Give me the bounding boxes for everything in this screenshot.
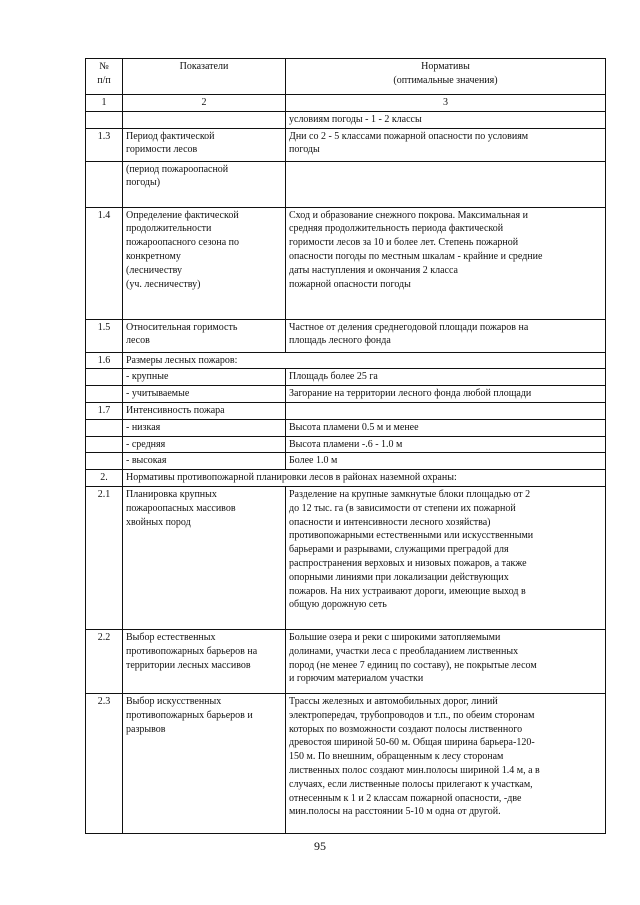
table-row [86, 386, 606, 403]
row-norm: Трассы железных и автомобильных дорог, линий электропередач, трубопроводов и т.п., по обеим сторонам которых по возможности создают полосы лиственного древостоя шириной 50-60 м. Общая ширина барьера-120- 150 м. По внешним, обращенным к лесу сторонам лиственных полос создают мин.полосы шириной 1.4 м, а в случаях, если лиственные полосы прилегают к участкам, отнесенным к 1 и 2 классам пожарной опасности, -две мин.полосы на расстоянии 5-10 м одна от другой. [286, 693, 606, 833]
row-norm: Разделение на крупные замкнутые блоки площадью от 2 до 12 тыс. га (в зависимости от степени их пожарной опасности и интенсивности лесного хозяйства) противопожарными естественными или искусственными барьерами и разрывами, служащими преградой для распространения верховых и низовых пожаров, а также опорными линиями при локализации действующих пожаров. На них устраивают дороги, имеющие выход в общую дорожную сеть [286, 486, 606, 629]
table-row [86, 352, 606, 369]
row-indicator: Период фактической горимости лесов [123, 128, 286, 161]
row-number [86, 161, 123, 207]
row-indicator: - учитываемые [123, 386, 286, 403]
row-indicator: Планировка крупных пожароопасных массивов хвойных пород [123, 486, 286, 629]
row-indicator: Интенсивность пожара [123, 402, 286, 419]
table-row [86, 470, 606, 487]
row-number [86, 369, 123, 386]
row-indicator: (период пожароопасной погоды) [123, 161, 286, 207]
table-row [86, 436, 606, 453]
table-row [86, 128, 606, 161]
column-number-row [86, 95, 606, 112]
table-row [86, 111, 606, 128]
row-indicator: - высокая [123, 453, 286, 470]
table-row [86, 207, 606, 319]
table-row [86, 419, 606, 436]
row-number: 1.3 [86, 128, 123, 161]
row-norm [286, 402, 606, 419]
row-norm: Высота пламени 0.5 м и менее [286, 419, 606, 436]
table-row [86, 402, 606, 419]
row-number: 1.7 [86, 402, 123, 419]
table-row [86, 693, 606, 833]
row-indicator: - крупные [123, 369, 286, 386]
row-number [86, 419, 123, 436]
column-number: 1 [86, 95, 123, 112]
row-norm: Сход и образование снежного покрова. Максимальная и средняя продолжительность периода фактической горимости лесов за 10 и более лет. Степень пожарной опасности погоды по местным шкалам - крайние и средние даты наступления и окончания 2 класса пожарной опасности погоды [286, 207, 606, 319]
row-number [86, 111, 123, 128]
row-norm: Высота пламени -.6 - 1.0 м [286, 436, 606, 453]
table-row [86, 486, 606, 629]
row-indicator: Относительная горимость лесов [123, 319, 286, 352]
table-row [86, 319, 606, 352]
row-norm [286, 161, 606, 207]
row-number [86, 436, 123, 453]
row-indicator: Выбор естественных противопожарных барьеров на территории лесных массивов [123, 629, 286, 693]
header-indicators: Показатели [123, 59, 286, 95]
table-row [86, 161, 606, 207]
row-norm: Большие озера и реки с широкими затопляемыми долинами, участки леса с преобладанием лиственных пород (не менее 7 единиц по составу), не покрытые лесом и горючим материалом участки [286, 629, 606, 693]
header-norms: Нормативы (оптимальные значения) [286, 59, 606, 95]
table-row [86, 369, 606, 386]
row-norm: Дни со 2 - 5 классами пожарной опасности по условиям погоды [286, 128, 606, 161]
row-indicator: Выбор искусственных противопожарных барьеров и разрывов [123, 693, 286, 833]
row-number: 1.4 [86, 207, 123, 319]
column-number: 3 [286, 95, 606, 112]
row-number: 2.2 [86, 629, 123, 693]
row-norm: Площадь более 25 га [286, 369, 606, 386]
table-row [86, 453, 606, 470]
row-section-title: Нормативы противопожарной планировки лесов в районах наземной охраны: [123, 470, 606, 487]
row-number: 1.5 [86, 319, 123, 352]
row-number: 2.1 [86, 486, 123, 629]
row-norm: Более 1.0 м [286, 453, 606, 470]
table-header-row [86, 59, 606, 95]
page-number: 95 [314, 839, 326, 853]
header-number: № п/п [86, 59, 123, 95]
row-indicator [123, 111, 286, 128]
row-number [86, 453, 123, 470]
row-number: 2.3 [86, 693, 123, 833]
norms-table [85, 58, 606, 834]
row-indicator: - средняя [123, 436, 286, 453]
column-number: 2 [123, 95, 286, 112]
row-section-title: Размеры лесных пожаров: [123, 352, 606, 369]
row-norm: Загорание на территории лесного фонда любой площади [286, 386, 606, 403]
row-number: 2. [86, 470, 123, 487]
row-number: 1.6 [86, 352, 123, 369]
row-number [86, 386, 123, 403]
row-indicator: Определение фактической продолжительности пожароопасного сезона по конкретному (лесничеству (уч. лесничеству) [123, 207, 286, 319]
row-indicator: - низкая [123, 419, 286, 436]
table-row [86, 629, 606, 693]
row-norm: условиям погоды - 1 - 2 классы [286, 111, 606, 128]
row-norm: Частное от деления среднегодовой площади пожаров на площадь лесного фонда [286, 319, 606, 352]
